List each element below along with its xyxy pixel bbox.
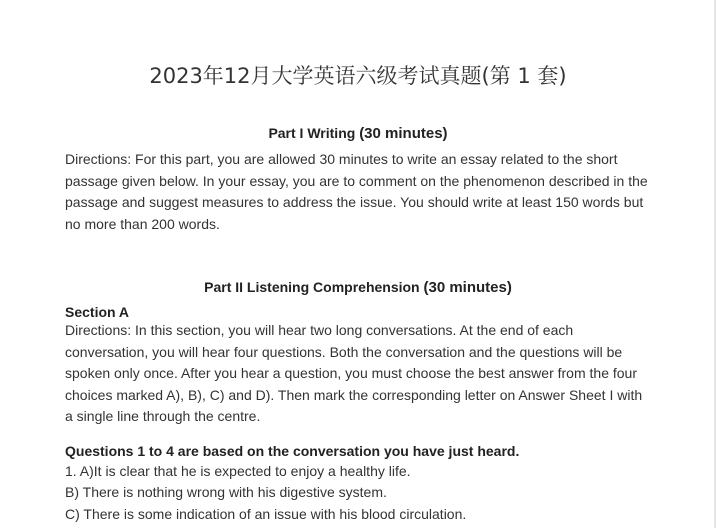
part-1-directions: Directions: For this part, you are allowed 30 minutes to write an essay related to the short passage given below. In your essay, you are to comment on the phenomenon described in the passage and suggest measures to address the issue. You should write at least 150 words but no more than 200 words. <box>65 151 648 232</box>
option-1a: 1. A)It is clear that he is expected to enjoy a healthy life. <box>65 463 411 479</box>
document-title: 2023年12月大学英语六级考试真题(第 1 套) <box>149 64 567 88</box>
part-1-heading <box>65 123 651 144</box>
option-1b: B) There is nothing wrong with his digestive system. <box>65 484 387 500</box>
part-2-heading-text: Part II Listening Comprehension <box>204 279 420 295</box>
part-2-heading <box>65 277 651 298</box>
questions-heading: Questions 1 to 4 are based on the conversation you have just heard. <box>65 443 520 459</box>
part-2-duration: (30 minutes) <box>423 279 512 296</box>
section-a-directions: Directions: In this section, you will hear two long conversations. At the end of each conversation, you will hear four questions. Both the conversation and the questions will be spoken only once. After you hear a question, you must choose the best answer from the four choices marked A), B), C) and D). Then mark the corresponding letter on Answer Sheet I with a single line through the centre. <box>65 322 643 425</box>
part-1-duration: (30 minutes) <box>359 125 448 142</box>
part-1-heading-text: Part I Writing <box>268 125 356 141</box>
section-a-label: Section A <box>65 304 130 320</box>
option-1c: C) There is some indication of an issue with his blood circulation. <box>65 506 467 522</box>
